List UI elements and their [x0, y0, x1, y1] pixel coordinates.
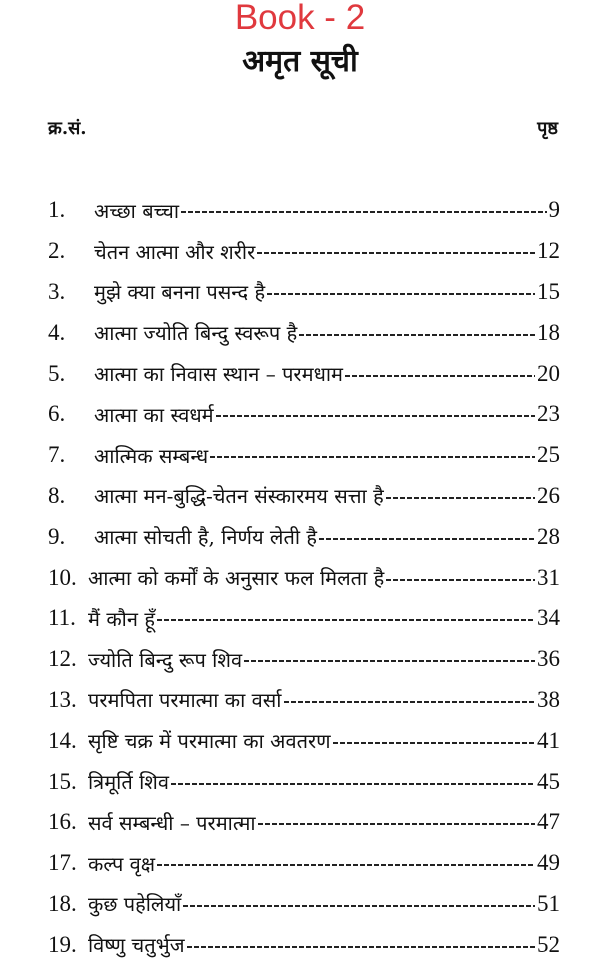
entry-title: आत्मिक सम्बन्ध: [94, 443, 209, 468]
entry-number: 12.: [48, 646, 77, 672]
contents-entry: [48, 516, 560, 557]
serial-column-header: क्र.सं.: [48, 118, 87, 139]
contents-entry: [48, 190, 560, 231]
entry-title: मैं कौन हूँ: [88, 606, 155, 631]
dash-leader: [183, 905, 535, 907]
contents-entry: [48, 312, 560, 353]
dash-leader: [267, 293, 535, 295]
entry-page: 51: [537, 890, 560, 916]
dash-leader: [187, 946, 535, 948]
contents-entry: [48, 843, 560, 884]
contents-entry: [48, 231, 560, 272]
entry-number: 17.: [48, 850, 77, 876]
entry-title: मुझे क्या बनना पसन्द है: [94, 280, 266, 305]
entry-page: 12: [537, 238, 560, 264]
entry-page: 45: [537, 768, 560, 794]
entry-page: 20: [537, 360, 560, 386]
entry-page: 25: [537, 442, 560, 468]
entry-page: 31: [537, 564, 560, 590]
dash-leader: [157, 864, 535, 866]
contents-entry: [48, 720, 560, 761]
entry-number: 14.: [48, 727, 77, 753]
entry-title: ज्योति बिन्दु रूप शिव: [88, 647, 243, 672]
dash-leader: [244, 660, 535, 662]
dash-leader: [210, 456, 535, 458]
entry-title: आत्मा ज्योति बिन्दु स्वरूप है: [94, 321, 298, 346]
entry-number: 4.: [48, 319, 66, 345]
page-column-header: पृष्ठ: [537, 118, 558, 139]
entry-title: कल्प वृक्ष: [88, 851, 156, 876]
entry-number: 2.: [48, 238, 66, 264]
dash-leader: [171, 783, 535, 785]
entry-title: आत्मा का स्वधर्म: [94, 402, 214, 427]
entry-number: 8.: [48, 482, 66, 508]
dash-leader: [319, 538, 535, 540]
contents-list: [48, 190, 560, 965]
entry-title: त्रिमूर्ति शिव: [88, 770, 170, 795]
entry-number: 11.: [48, 605, 76, 631]
dash-leader: [386, 497, 535, 499]
entry-number: 3.: [48, 278, 66, 304]
contents-entry: [48, 435, 560, 476]
contents-entry: [48, 272, 560, 313]
entry-title: परमपिता परमात्मा का वर्सा: [88, 688, 282, 713]
book-label: Book - 2: [234, 0, 366, 37]
entry-number: 18.: [48, 890, 77, 916]
entry-title: आत्मा को कर्मों के अनुसार फल मिलता है: [88, 566, 385, 591]
dash-leader: [257, 252, 535, 254]
entry-number: 10.: [48, 564, 77, 590]
contents-entry: [48, 761, 560, 802]
entry-page: 23: [537, 401, 560, 427]
entry-page: 52: [537, 931, 560, 957]
entry-title: विष्णु चतुर्भुज: [88, 933, 185, 958]
entry-page: 36: [537, 646, 560, 672]
entry-page: 15: [537, 278, 560, 304]
contents-entry: [48, 353, 560, 394]
contents-entry: [48, 884, 560, 925]
entry-page: 38: [537, 686, 560, 712]
entry-page: 34: [537, 605, 560, 631]
entry-title: सृष्टि चक्र में परमात्मा का अवतरण: [88, 729, 331, 754]
entry-page: 18: [537, 319, 560, 345]
page-title: अमृत सूची: [242, 44, 358, 79]
entry-title: चेतन आत्मा और शरीर: [94, 239, 256, 264]
contents-entry: [48, 598, 560, 639]
dash-leader: [345, 375, 535, 377]
entry-title: आत्मा मन-बुद्धि-चेतन संस्कारमय सत्ता है: [94, 484, 384, 509]
entry-number: 13.: [48, 686, 77, 712]
entry-title: आत्मा सोचती है, निर्णय लेती है: [94, 525, 318, 550]
contents-entry: [48, 639, 560, 680]
entry-number: 5.: [48, 360, 66, 386]
entry-page: 9: [548, 197, 560, 223]
entry-number: 9.: [48, 523, 66, 549]
contents-entry: [48, 394, 560, 435]
entry-page: 47: [537, 809, 560, 835]
dash-leader: [216, 415, 535, 417]
entry-title: अच्छा बच्चा: [94, 198, 180, 223]
entry-page: 28: [537, 523, 560, 549]
entry-number: 1.: [48, 197, 66, 223]
dash-leader: [181, 211, 546, 213]
dash-leader: [157, 619, 535, 621]
entry-page: 41: [537, 727, 560, 753]
entry-title: कुछ पहेलियाँ: [88, 892, 182, 917]
entry-number: 15.: [48, 768, 77, 794]
entry-number: 6.: [48, 401, 66, 427]
dash-leader: [333, 742, 535, 744]
dash-leader: [284, 701, 536, 703]
dash-leader: [299, 334, 535, 336]
contents-entry: [48, 476, 560, 517]
entry-page: 49: [537, 850, 560, 876]
dash-leader: [386, 579, 535, 581]
entry-number: 7.: [48, 442, 66, 468]
contents-entry: [48, 924, 560, 965]
contents-entry: [48, 802, 560, 843]
entry-number: 16.: [48, 809, 77, 835]
contents-entry: [48, 680, 560, 721]
contents-entry: [48, 557, 560, 598]
entry-title: आत्मा का निवास स्थान – परमधाम: [94, 362, 344, 387]
entry-page: 26: [537, 482, 560, 508]
entry-title: सर्व सम्बन्धी – परमात्मा: [88, 810, 256, 835]
entry-number: 19.: [48, 931, 77, 957]
dash-leader: [258, 823, 535, 825]
